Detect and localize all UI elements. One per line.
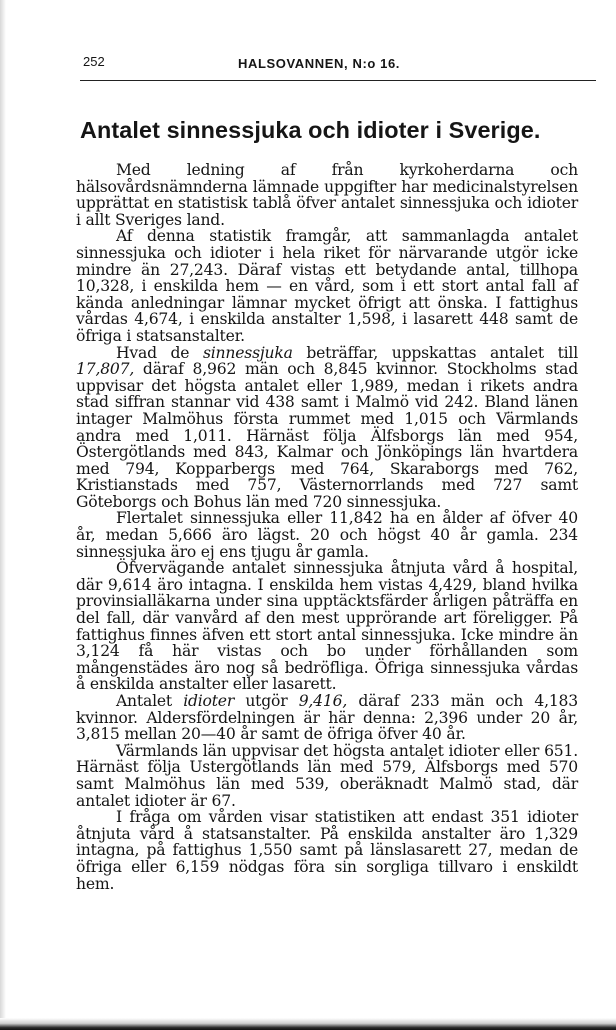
paragraph-counties: Värmlands län uppvisar det högsta antalet idioter eller 651. Härnäst följa Ustergötlands län med 579, Älfsborgs med 570 samt Malmöhus län med 539, oberäknadt Malmö stad, där antalet idioter är 67. xyxy=(76,741,578,810)
emphasis-idioter: idioter xyxy=(183,692,235,710)
page-header xyxy=(80,52,596,81)
paragraph-care: Öfvervägande antalet sinnessjuka åtnjuta vård å hospital, där 9,614 äro intagna. I enskilda hem vistas 4,429, bland hvilka provinsialläkarna under sina upptäcktsfärder årligen påträffa en del fall, där vanvård af den mest upprörande art föreligger. På fattighus finnes äfven ett stort antal sinnessjuka. Icke mindre än 3,124 få här vistas och bo under förhållanden som mångenstädes äro nog så bedröfliga. Öfriga sinnessjuka vårdas å enskilda anstalter eller lasarett. xyxy=(76,559,578,694)
scan-edge-bottom xyxy=(0,1018,616,1030)
running-title: HALSOVANNEN, N:o 16. xyxy=(238,56,400,71)
paragraph-sinnessjuka xyxy=(76,345,578,511)
scan-edge-left xyxy=(0,0,6,1030)
emphasis-count: 9,416, xyxy=(298,692,348,710)
paragraph-intro: Med ledning af från kyrkoherdarna och hälsovårdsnämnderna lämnade uppgifter har medicinalstyrelsen upprättat en statistisk tablå öfver antalet sinnessjuka och idioter i allt Sveriges land. xyxy=(76,161,578,229)
paragraph-ages: Flertalet sinnessjuka eller 11,842 ha en ålder af öfver 40 år, medan 5,666 äro lägst. 20 och högst 40 år gamla. 234 sinnessjuka äro ej ens tjugu år gamla. xyxy=(76,509,578,561)
text-run: däraf 233 män och 4,183 kvinnor. Aldersfördelningen är här denna: 2,396 under 20 år, 3,815 mellan 20—40 år samt de öfriga öfver 40 år. xyxy=(76,692,578,744)
text-run: däraf 8,962 män och 8,845 kvinnor. Stockholms stad uppvisar det högsta antalet eller 1,989, medan i rikets andra stad siffran stannar vid 438 samt i Malmö vid 242. Bland länen intager Malmöhus första rummet med 1,015 och Värmlands andra med 1,011. Härnäst följa Älfsborgs län med 954, Östergötlands med 843, Kalmar och Jönköpings län hvartdera med 794, Kopparbergs med 764, Skaraborgs med 762, Kristianstads med 757, Västernorrlands med 727 samt Göteborgs och Bohus län med 720 sinnessjuka. xyxy=(76,360,578,511)
emphasis-sinnessjuka: sinnessjuka xyxy=(202,343,293,362)
text-run: Hvad de xyxy=(116,343,203,362)
paragraph-care-idioter: I fråga om vården visar statistiken att endast 351 idioter åtnjuta vård å statsanstalter. På enskilda anstalter äro 1,329 intagna, på fattighus 1,550 samt på länslasarett 27, medan de öfriga eller 6,159 nödgas föra sin sorgliga tillvaro i enskildt hem. xyxy=(76,808,578,893)
emphasis-count: 17,807, xyxy=(76,360,135,379)
page-number: 252 xyxy=(83,54,105,69)
article-title: Antalet sinnessjuka och idioter i Sverige. xyxy=(80,117,541,143)
paragraph-totals: Af denna statistik framgår, att sammanlagda antalet sinnessjuka och idioter i hela riket för närvarande utgör icke mindre än 27,243. Däraf vistas ett betydande antal, tillhopa 10,328, i enskilda hem — en vård, som i ett stort antal fall af kända anledningar lämnar mycket öfrigt att önska. I fattighus vårdas 4,674, i enskilda anstalter 1,598, i lasarett 448 samt de öfriga i statsanstalter. xyxy=(76,227,578,345)
text-run: utgör xyxy=(234,692,299,710)
text-run: Antalet xyxy=(116,692,184,710)
text-run: beträffar, uppskattas antalet till xyxy=(292,343,578,362)
paragraph-idioter xyxy=(76,693,578,743)
article-body xyxy=(76,162,578,892)
